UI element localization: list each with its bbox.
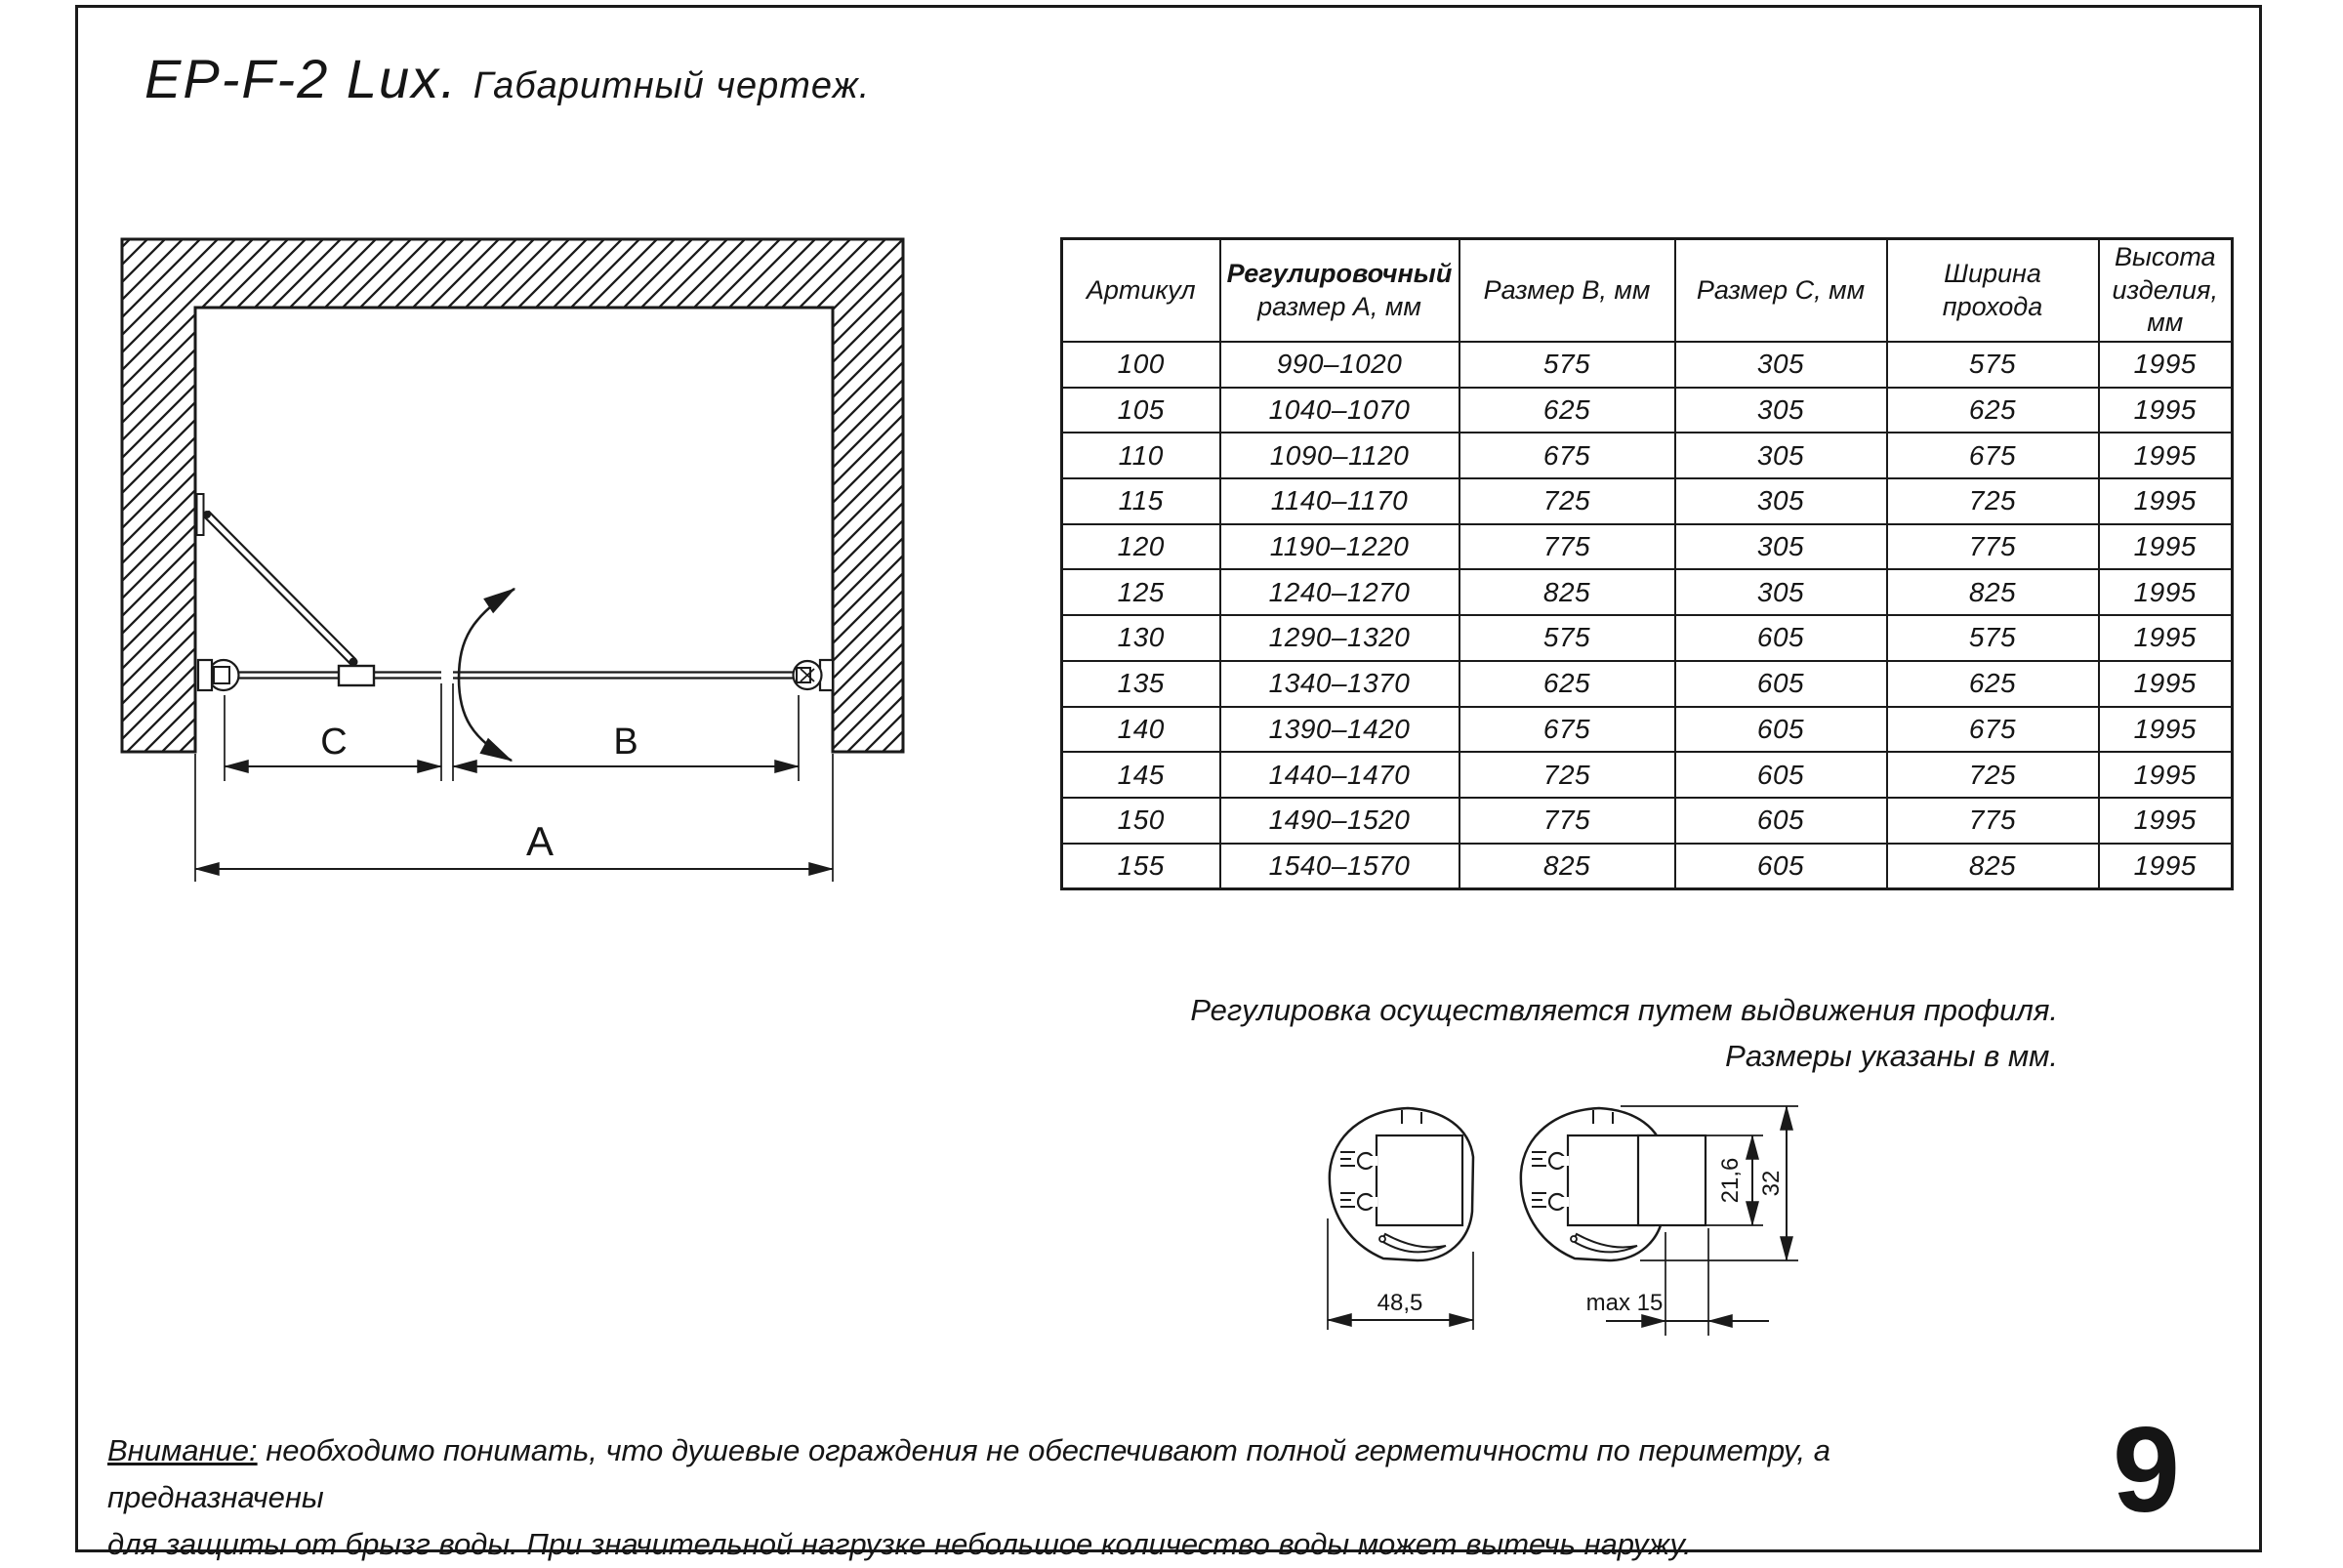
table-cell: 115 [1062, 478, 1220, 524]
table-header [1062, 239, 2233, 343]
table-row [1062, 707, 2233, 753]
header-pass-width: Ширина прохода [1887, 239, 2099, 343]
table-cell: 675 [1887, 707, 2099, 753]
wall-pivot-dot [203, 511, 211, 518]
table-cell: 625 [1887, 388, 2099, 433]
table-cell: 575 [1887, 342, 2099, 388]
header-size-c: Размер С, мм [1675, 239, 1887, 343]
dim-label-c: C [320, 722, 348, 763]
open-panel-diagonal [197, 494, 358, 667]
table-cell: 725 [1459, 478, 1675, 524]
table-cell: 1995 [2099, 342, 2233, 388]
table-cell: 1995 [2099, 569, 2233, 615]
table-cell: 100 [1062, 342, 1220, 388]
table-cell: 605 [1675, 798, 1887, 844]
header-product-height: Высота изделия, мм [2099, 239, 2233, 343]
dim-label-a: A [525, 818, 555, 864]
table-cell: 1995 [2099, 661, 2233, 707]
dimensional-drawing [98, 225, 1035, 937]
table-cell: 725 [1887, 478, 2099, 524]
table-cell: 825 [1887, 569, 2099, 615]
table-cell: 990–1020 [1220, 342, 1459, 388]
table-row [1062, 798, 2233, 844]
table-cell: 1995 [2099, 524, 2233, 570]
dim-label-max-15: max 15 [1585, 1290, 1664, 1316]
table-row [1062, 433, 2233, 478]
table-row [1062, 342, 2233, 388]
table-cell: 625 [1887, 661, 2099, 707]
fold-pivot-block [339, 666, 374, 685]
table-cell: 120 [1062, 524, 1220, 570]
table-cell: 1140–1170 [1220, 478, 1459, 524]
note-line-1: Регулировка осуществляется путем выдвижения профиля. [1190, 993, 2058, 1027]
table-cell: 825 [1459, 569, 1675, 615]
table-cell: 605 [1675, 661, 1887, 707]
table-cell: 1540–1570 [1220, 844, 1459, 889]
table-cell: 775 [1459, 798, 1675, 844]
table-row [1062, 615, 2233, 661]
table-cell: 625 [1459, 388, 1675, 433]
table-cell: 305 [1675, 524, 1887, 570]
dimension-lines [195, 766, 833, 869]
table-cell: 305 [1675, 433, 1887, 478]
table-cell: 1995 [2099, 433, 2233, 478]
header-size-a: Регулировочный размер А, мм [1220, 239, 1459, 343]
table-cell: 1995 [2099, 478, 2233, 524]
table-cell: 125 [1062, 569, 1220, 615]
profile-sections-drawing [1298, 1064, 1845, 1347]
right-wall-bracket [794, 660, 834, 690]
table-cell: 135 [1062, 661, 1220, 707]
table-cell: 1240–1270 [1220, 569, 1459, 615]
table-cell: 1290–1320 [1220, 615, 1459, 661]
table-cell: 575 [1887, 615, 2099, 661]
table-cell: 605 [1675, 844, 1887, 889]
table-cell: 130 [1062, 615, 1220, 661]
table-row [1062, 752, 2233, 798]
table-cell: 110 [1062, 433, 1220, 478]
table-row [1062, 478, 2233, 524]
table-cell: 305 [1675, 342, 1887, 388]
header-size-b: Размер В, мм [1459, 239, 1675, 343]
door-swing-arrow [459, 589, 514, 761]
table-cell: 675 [1459, 433, 1675, 478]
table-cell: 625 [1459, 661, 1675, 707]
table-cell: 1995 [2099, 844, 2233, 889]
table-cell: 305 [1675, 569, 1887, 615]
table-cell: 1340–1370 [1220, 661, 1459, 707]
note-line-2: Размеры указаны в мм. [1725, 1038, 2058, 1073]
table-row [1062, 844, 2233, 889]
warning-label: Внимание: [107, 1433, 258, 1467]
table-cell: 305 [1675, 388, 1887, 433]
extension-lines [195, 683, 833, 882]
table-cell: 605 [1675, 615, 1887, 661]
wall-profile-section [1330, 1108, 1473, 1260]
table-row [1062, 388, 2233, 433]
table-cell: 145 [1062, 752, 1220, 798]
profile-extension-sleeve [1638, 1135, 1706, 1225]
table-cell: 675 [1459, 707, 1675, 753]
table-cell: 155 [1062, 844, 1220, 889]
table-row [1062, 524, 2233, 570]
warning-line-2: для защиты от брызг воды. При значительной нагрузке небольшое количество воды может вытечь наружу. [107, 1527, 1692, 1562]
model-name: EP-F-2 Lux. [144, 48, 458, 109]
table-cell: 775 [1459, 524, 1675, 570]
table-cell: 575 [1459, 342, 1675, 388]
table-cell: 825 [1459, 844, 1675, 889]
glass-panel-c [231, 673, 441, 679]
drawing-type-label: Габаритный чертеж. [473, 65, 871, 106]
table-cell: 775 [1887, 524, 2099, 570]
table-cell: 1090–1120 [1220, 433, 1459, 478]
header-artikul: Артикул [1062, 239, 1220, 343]
dim-label-21-6: 21,6 [1717, 1157, 1744, 1204]
table-cell: 1490–1520 [1220, 798, 1459, 844]
table-row [1062, 661, 2233, 707]
table-cell: 1440–1470 [1220, 752, 1459, 798]
table-body [1062, 342, 2233, 889]
table-cell: 1040–1070 [1220, 388, 1459, 433]
table-cell: 140 [1062, 707, 1220, 753]
dim-label-48-5: 48,5 [1377, 1290, 1423, 1316]
table-cell: 775 [1887, 798, 2099, 844]
table-cell: 1995 [2099, 752, 2233, 798]
warning-line-1: необходимо понимать, что душевые ограждения не обеспечивают полной герметичности по периметру, а предназначены [107, 1433, 1830, 1515]
table-cell: 725 [1459, 752, 1675, 798]
table-cell: 1995 [2099, 798, 2233, 844]
table-cell: 105 [1062, 388, 1220, 433]
table-row [1062, 569, 2233, 615]
table-cell: 725 [1887, 752, 2099, 798]
table-cell: 605 [1675, 707, 1887, 753]
table-cell: 825 [1887, 844, 2099, 889]
glass-panel-b [453, 673, 797, 679]
table-cell: 150 [1062, 798, 1220, 844]
table-cell: 1995 [2099, 388, 2233, 433]
page-title [144, 47, 870, 110]
dimension-table [1060, 237, 2234, 890]
table-cell: 675 [1887, 433, 2099, 478]
dim-label-b: B [613, 722, 638, 763]
table-cell: 305 [1675, 478, 1887, 524]
table-cell: 605 [1675, 752, 1887, 798]
page-number: 9 [2113, 1403, 2180, 1538]
left-wall-bracket [198, 660, 239, 690]
table-cell: 575 [1459, 615, 1675, 661]
table-cell: 1190–1220 [1220, 524, 1459, 570]
table-cell: 1995 [2099, 615, 2233, 661]
table-cell: 1995 [2099, 707, 2233, 753]
dim-label-32: 32 [1758, 1170, 1785, 1197]
table-cell: 1390–1420 [1220, 707, 1459, 753]
warning-note [107, 1427, 2021, 1568]
